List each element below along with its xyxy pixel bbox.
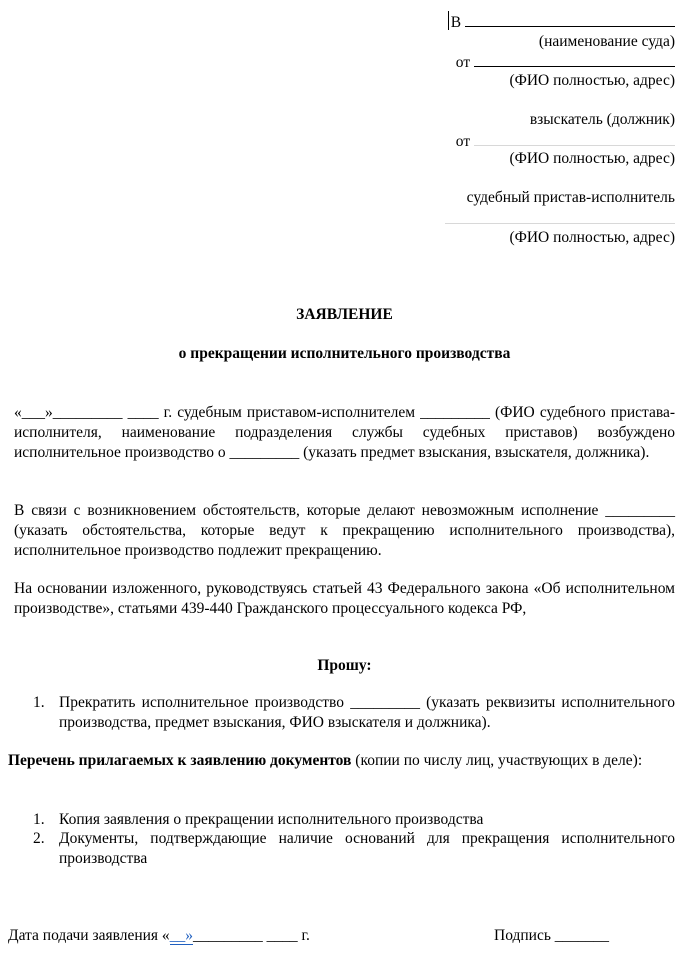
from-blank-1[interactable] bbox=[474, 52, 675, 67]
attachments-heading bbox=[8, 751, 675, 771]
request-item-text: Прекратить исполнительное производство _________ (указать реквизиты исполнительного производства, предмет взыскания, ФИО взыскателя и должника). bbox=[59, 694, 675, 731]
from-prefix-2: от bbox=[455, 133, 471, 150]
fio-caption-3: (ФИО полностью, адрес) bbox=[509, 229, 675, 246]
text-cursor bbox=[448, 11, 449, 30]
role-2: судебный пристав-исполнитель bbox=[466, 189, 675, 206]
filing-date bbox=[8, 927, 310, 945]
request-item-number: 1. bbox=[33, 694, 45, 711]
request-heading: Прошу: bbox=[317, 657, 372, 674]
document-subtitle: о прекращении исполнительного производства bbox=[178, 345, 511, 362]
from-line-1 bbox=[456, 52, 675, 72]
attachment-number-1: 1. bbox=[33, 811, 45, 828]
attachment-item-2: Документы, подтверждающие наличие оснований для прекращения исполнительного производства bbox=[59, 830, 675, 867]
court-line bbox=[451, 12, 675, 32]
filing-date-label: Дата подачи заявления « bbox=[8, 927, 170, 944]
from-prefix-1: от bbox=[455, 54, 471, 71]
attachment-number-2: 2. bbox=[33, 830, 45, 847]
bailiff-blank[interactable] bbox=[445, 209, 675, 224]
document-title: ЗАЯВЛЕНИЕ bbox=[296, 306, 393, 323]
court-caption: (наименование суда) bbox=[538, 33, 675, 50]
fio-caption-1: (ФИО полностью, адрес) bbox=[509, 72, 675, 89]
from-blank-2[interactable] bbox=[474, 131, 675, 146]
attachment-item-1: Копия заявления о прекращении исполнительного производства bbox=[59, 811, 484, 828]
attachments-heading-bold: Перечень прилагаемых к заявлению документов bbox=[8, 752, 352, 769]
filing-date-tail: _________ ____ г. bbox=[192, 927, 310, 944]
paragraph-initiation: «___»_________ ____ г. судебным приставом-исполнителем _________ (ФИО судебного пристава-исполнителя, наименование подразделения службы судебных приставов) возбуждено исполнительное производство о _________ (указать предмет взыскания, взыскателя, должника). bbox=[14, 404, 675, 461]
attachments-heading-rest: (копии по числу лиц, участвующих в деле): bbox=[351, 752, 643, 769]
filing-date-day[interactable]: __» bbox=[169, 927, 193, 944]
to-prefix: В bbox=[450, 14, 462, 31]
paragraph-circumstances: В связи с возникновением обстоятельств, которые делают невозможным исполнение _________ (указать обстоятельства, которые ведут к прекращению исполнительного производства), исполнительное производство подлежит прекращению. bbox=[14, 502, 675, 559]
signature-line: Подпись _______ bbox=[494, 927, 610, 944]
paragraph-legal-basis: На основании изложенного, руководствуясь статьей 43 Федерального закона «Об исполнительном производстве», статьями 439-440 Гражданского процессуального кодекса РФ, bbox=[14, 580, 675, 617]
from-line-2 bbox=[456, 131, 675, 151]
fio-caption-2: (ФИО полностью, адрес) bbox=[509, 150, 675, 167]
bailiff-line bbox=[445, 209, 675, 229]
role-1: взыскатель (должник) bbox=[529, 111, 675, 128]
court-blank[interactable] bbox=[465, 12, 675, 27]
